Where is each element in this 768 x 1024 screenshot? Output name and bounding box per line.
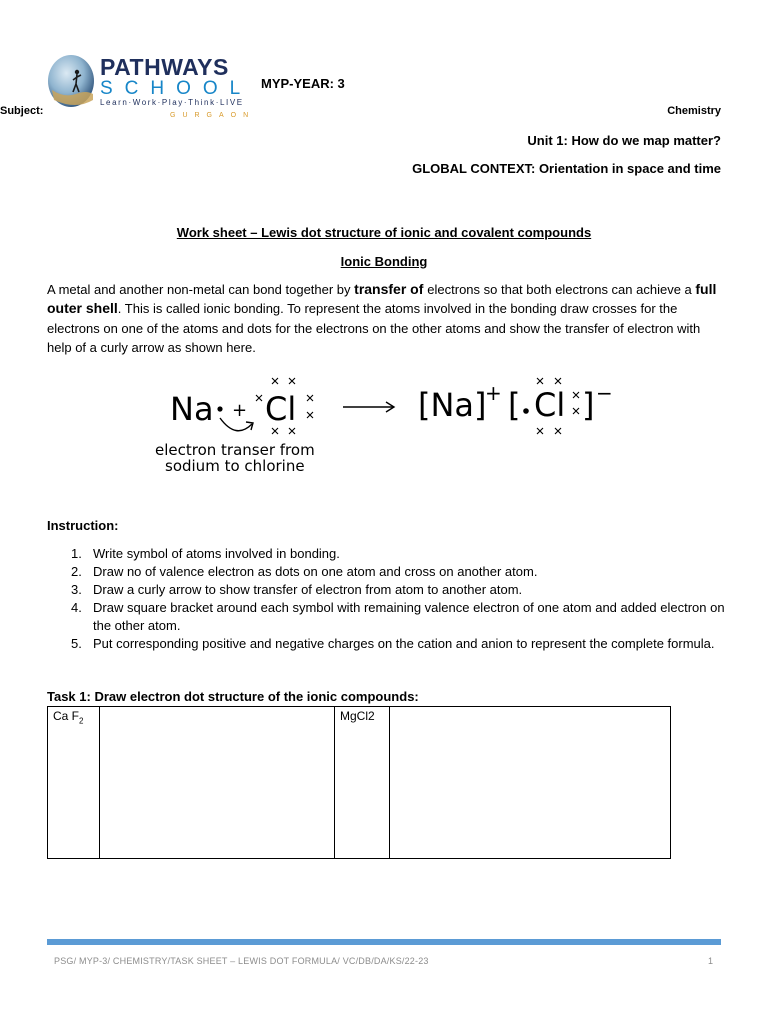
logo-tagline: Learn·Work·Play·Think·LIVE (100, 98, 244, 107)
footer-text: PSG/ MYP-3/ CHEMISTRY/TASK SHEET – LEWIS DOT FORMULA/ VC/DB/DA/KS/22-23 (54, 956, 429, 966)
task1-table (47, 706, 671, 859)
footer-bar (47, 939, 721, 945)
step-text: Write symbol of atoms involved in bonding. (93, 546, 340, 561)
step-number: 3. (71, 582, 82, 597)
product-cl: Cl (534, 386, 566, 424)
instruction-step (47, 545, 727, 563)
page-number: 1 (708, 956, 714, 966)
subject-label: Subject: (0, 105, 44, 117)
step-number: 2. (71, 564, 82, 579)
product-na: Na (430, 386, 475, 424)
logo-school: SCHOOL (100, 78, 253, 99)
product-cl-bracket-open: [ (508, 386, 521, 424)
transferred-electron-dot (523, 408, 529, 414)
step-number: 1. (71, 546, 82, 561)
step-text: Draw square bracket around each symbol with remaining valence electron of one atom and added electron on the other atom. (93, 600, 725, 633)
unit-title: Unit 1: How do we map matter? (527, 133, 721, 148)
logo-city: GURGAON (170, 112, 256, 118)
instruction-step (47, 563, 727, 581)
instruction-step (47, 599, 727, 635)
diagram-caption-line1: electron transer from (155, 441, 315, 459)
plus-sign: + (232, 400, 248, 421)
reaction-arrow (343, 402, 394, 412)
compound-caf2-subscript: 2 (79, 716, 84, 726)
compound-mgcl2: MgCl2 (340, 709, 375, 723)
table-row (48, 707, 671, 859)
intro-bold-1: transfer of (354, 281, 428, 297)
intro-paragraph (47, 280, 723, 357)
step-number: 4. (71, 600, 82, 615)
subject-value: Chemistry (667, 105, 721, 117)
instruction-heading: Instruction: (47, 518, 119, 533)
na-symbol: Na (170, 390, 214, 428)
logo-brand: PATHWAYS (100, 54, 229, 80)
school-logo (46, 54, 256, 120)
intro-text-1: A metal and another non-metal can bond together by (47, 282, 355, 297)
compound-cell-caf2 (48, 707, 100, 859)
task1-heading: Task 1: Draw electron dot structure of the ionic compounds: (47, 689, 419, 704)
answer-cell-caf2[interactable] (100, 707, 335, 859)
compound-caf2: Ca F (53, 709, 80, 723)
globe-person-icon (46, 54, 96, 108)
step-text: Draw a curly arrow to show transfer of electron from atom to another atom. (93, 582, 523, 597)
intro-text-3: . This is called ionic bonding. To represent the atoms involved in the bonding draw crosses for the electrons on one of the atoms and dots for the electrons on the other atoms and show the transfer of electron with help of a curly arrow as shown here. (47, 301, 701, 355)
step-text: Put corresponding positive and negative charges on the cation and anion to represent the complete formula. (93, 636, 715, 651)
step-text: Draw no of valence electron as dots on one atom and cross on another atom. (93, 564, 538, 579)
myp-year: MYP-YEAR: 3 (261, 76, 345, 91)
instruction-list (47, 545, 727, 653)
cation-charge: + (485, 381, 502, 405)
instruction-step (47, 581, 727, 599)
ionic-bond-diagram (150, 368, 620, 478)
worksheet-title: Work sheet – Lewis dot structure of ionic and covalent compounds (176, 225, 592, 240)
compound-cell-mgcl2 (335, 707, 390, 859)
instruction-step (47, 635, 727, 653)
intro-bold-2: full outer shell (47, 281, 717, 317)
global-context: GLOBAL CONTEXT: Orientation in space and time (412, 161, 721, 176)
anion-charge: − (596, 381, 613, 405)
product-cl-bracket-close: ] (582, 386, 595, 424)
na-electron-dot (217, 406, 222, 411)
section-title: Ionic Bonding (340, 254, 428, 269)
step-number: 5. (71, 636, 82, 651)
cl-symbol: Cl (265, 390, 297, 428)
product-na-bracketed: [Na] (418, 386, 487, 424)
diagram-caption-line2: sodium to chlorine (165, 457, 305, 475)
answer-cell-mgcl2[interactable] (390, 707, 671, 859)
intro-text-2: electrons so that both electrons can achieve a (427, 282, 696, 297)
